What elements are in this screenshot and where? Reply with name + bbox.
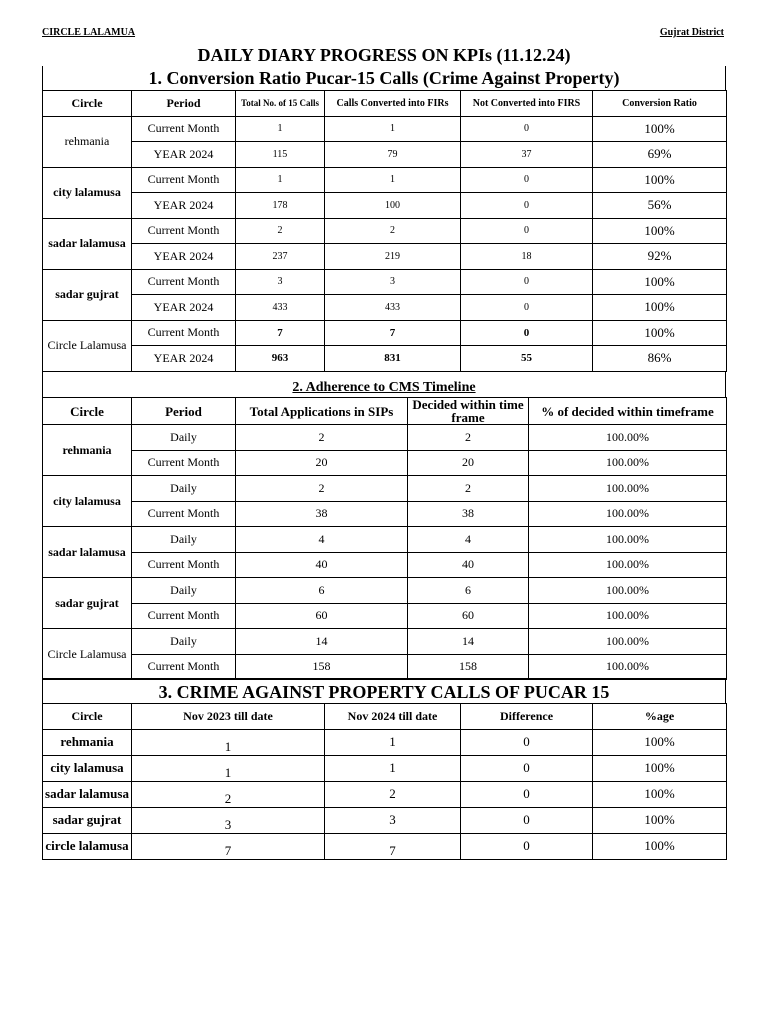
page-title: DAILY DIARY PROGRESS ON KPIs (11.12.24) [197,45,571,65]
col-circle: Circle [43,91,132,117]
col-total-calls: Total No. of 15 Calls [236,91,325,117]
period-cell: YEAR 2024 [132,193,236,219]
nov-2023-cell: 2 [132,781,325,807]
not-converted-cell: 55 [461,346,593,372]
period-cell: Daily [132,629,236,655]
converted-cell: 3 [325,269,461,295]
converted-cell: 79 [325,142,461,168]
period-cell: Current Month [132,450,236,476]
total-applications-cell: 6 [236,578,408,604]
circle-name: sadar gujrat [43,269,132,320]
total-applications-cell: 158 [236,654,408,680]
circle-name: sadar lalamusa [43,218,132,269]
col-period: Period [132,398,236,425]
conversion-ratio-cell: 69% [593,142,727,168]
table-row [43,501,727,527]
pct-decided-cell: 100.00% [529,527,727,553]
period-cell: Daily [132,476,236,502]
conversion-ratio-cell: 86% [593,346,727,372]
total-applications-cell: 4 [236,527,408,553]
nov-2023-cell: 1 [132,729,325,755]
conversion-ratio-cell: 100% [593,320,727,346]
pct-decided-cell: 100.00% [529,501,727,527]
section2-title: 2. Adherence to CMS Timeline [42,372,726,398]
circle-name: city lalamusa [43,476,132,527]
total-calls-cell: 433 [236,295,325,321]
circle-name: sadar lalamusa [43,527,132,578]
table-row [43,629,727,655]
conversion-ratio-cell: 100% [593,116,727,142]
converted-cell: 1 [325,116,461,142]
not-converted-cell: 0 [461,167,593,193]
difference-cell: 0 [461,833,593,859]
col-pct-decided: % of decided within timeframe [529,398,727,425]
period-cell: Current Month [132,218,236,244]
decided-cell: 6 [408,578,529,604]
nov-2024-cell: 3 [325,807,461,833]
circle-header: CIRCLE LALAMUA [42,27,136,38]
table-row [43,218,727,244]
cms-timeline-table [42,397,727,680]
table-row [43,807,727,833]
total-applications-cell: 2 [236,425,408,451]
pct-decided-cell: 100.00% [529,654,727,680]
difference-cell: 0 [461,781,593,807]
conversion-ratio-cell: 100% [593,218,727,244]
pct-decided-cell: 100.00% [529,578,727,604]
circle-name: circle lalamusa [43,833,132,859]
period-cell: Current Month [132,269,236,295]
difference-cell: 0 [461,729,593,755]
pct-decided-cell: 100.00% [529,629,727,655]
table-row [43,295,727,321]
circle-name: rehmania [43,729,132,755]
nov-2024-cell: 1 [325,729,461,755]
total-applications-cell: 2 [236,476,408,502]
conversion-ratio-cell: 100% [593,295,727,321]
total-calls-cell: 178 [236,193,325,219]
period-cell: Current Month [132,501,236,527]
period-cell: YEAR 2024 [132,142,236,168]
table-row [43,193,727,219]
period-cell: Current Month [132,603,236,629]
table-row [43,654,727,680]
table-row [43,527,727,553]
table-row [43,269,727,295]
converted-cell: 7 [325,320,461,346]
total-applications-cell: 40 [236,552,408,578]
col-circle: Circle [43,704,132,730]
not-converted-cell: 18 [461,244,593,270]
period-cell: Current Month [132,320,236,346]
table-row [43,167,727,193]
decided-cell: 2 [408,425,529,451]
total-applications-cell: 60 [236,603,408,629]
nov-2024-cell: 2 [325,781,461,807]
table-row [43,833,727,859]
difference-cell: 0 [461,755,593,781]
total-applications-cell: 38 [236,501,408,527]
period-cell: Daily [132,425,236,451]
col-nov-2024: Nov 2024 till date [325,704,461,730]
total-calls-cell: 1 [236,116,325,142]
period-cell: YEAR 2024 [132,295,236,321]
total-calls-cell: 963 [236,346,325,372]
col-period: Period [132,91,236,117]
percentage-cell: 100% [593,807,727,833]
circle-name: city lalamusa [43,167,132,218]
percentage-cell: 100% [593,729,727,755]
converted-cell: 1 [325,167,461,193]
table-row [43,244,727,270]
nov-2024-cell: 7 [325,833,461,859]
col-nov-2023: Nov 2023 till date [132,704,325,730]
circle-name: rehmania [43,425,132,476]
total-calls-cell: 115 [236,142,325,168]
col-percentage: %age [593,704,727,730]
table-row [43,476,727,502]
decided-cell: 2 [408,476,529,502]
percentage-cell: 100% [593,781,727,807]
table-row [43,346,727,372]
not-converted-cell: 0 [461,320,593,346]
col-not-converted: Not Converted into FIRS [461,91,593,117]
circle-name: Circle Lalamusa [43,320,132,371]
table-row [43,450,727,476]
decided-cell: 20 [408,450,529,476]
decided-cell: 14 [408,629,529,655]
col-difference: Difference [461,704,593,730]
period-cell: Current Month [132,167,236,193]
nov-2023-cell: 1 [132,755,325,781]
pct-decided-cell: 100.00% [529,425,727,451]
pct-decided-cell: 100.00% [529,476,727,502]
nov-2023-cell: 3 [132,807,325,833]
not-converted-cell: 0 [461,218,593,244]
decided-cell: 158 [408,654,529,680]
table-row [43,320,727,346]
pct-decided-cell: 100.00% [529,603,727,629]
table-row [43,755,727,781]
nov-2024-cell: 1 [325,755,461,781]
period-cell: YEAR 2024 [132,346,236,372]
col-decided: Decided within time frame [408,398,529,425]
percentage-cell: 100% [593,833,727,859]
converted-cell: 2 [325,218,461,244]
col-circle: Circle [43,398,132,425]
total-calls-cell: 237 [236,244,325,270]
decided-cell: 60 [408,603,529,629]
table-row [43,116,727,142]
total-calls-cell: 2 [236,218,325,244]
pct-decided-cell: 100.00% [529,450,727,476]
not-converted-cell: 0 [461,116,593,142]
not-converted-cell: 0 [461,295,593,321]
pct-decided-cell: 100.00% [529,552,727,578]
converted-cell: 433 [325,295,461,321]
conversion-ratio-cell: 56% [593,193,727,219]
circle-name: Circle Lalamusa [43,629,132,680]
total-calls-cell: 1 [236,167,325,193]
period-cell: YEAR 2024 [132,244,236,270]
decided-cell: 4 [408,527,529,553]
total-calls-cell: 7 [236,320,325,346]
property-calls-table [42,703,727,860]
not-converted-cell: 0 [461,193,593,219]
period-cell: Current Month [132,116,236,142]
conversion-ratio-cell: 100% [593,269,727,295]
period-cell: Current Month [132,552,236,578]
decided-cell: 38 [408,501,529,527]
section3-title: 3. CRIME AGAINST PROPERTY CALLS OF PUCAR 15 [42,678,726,704]
table-row [43,603,727,629]
converted-cell: 100 [325,193,461,219]
table-row [43,578,727,604]
converted-cell: 831 [325,346,461,372]
conversion-ratio-table [42,90,727,372]
col-converted: Calls Converted into FIRs [325,91,461,117]
converted-cell: 219 [325,244,461,270]
not-converted-cell: 37 [461,142,593,168]
circle-name: sadar gujrat [43,807,132,833]
circle-name: sadar lalamusa [43,781,132,807]
district-header: Gujrat District [659,27,724,38]
total-applications-cell: 14 [236,629,408,655]
circle-name: city lalamusa [43,755,132,781]
period-cell: Daily [132,578,236,604]
table-row [43,781,727,807]
col-total-applications: Total Applications in SIPs [236,398,408,425]
decided-cell: 40 [408,552,529,578]
conversion-ratio-cell: 92% [593,244,727,270]
nov-2023-cell: 7 [132,833,325,859]
period-cell: Current Month [132,654,236,680]
not-converted-cell: 0 [461,269,593,295]
col-conversion-ratio: Conversion Ratio [593,91,727,117]
total-applications-cell: 20 [236,450,408,476]
table-row [43,425,727,451]
difference-cell: 0 [461,807,593,833]
percentage-cell: 100% [593,755,727,781]
period-cell: Daily [132,527,236,553]
table-row [43,552,727,578]
total-calls-cell: 3 [236,269,325,295]
circle-name: sadar gujrat [43,578,132,629]
circle-name: rehmania [43,116,132,167]
table-row [43,142,727,168]
conversion-ratio-cell: 100% [593,167,727,193]
section1-title: 1. Conversion Ratio Pucar-15 Calls (Crime Against Property) [42,66,726,91]
table-row [43,729,727,755]
